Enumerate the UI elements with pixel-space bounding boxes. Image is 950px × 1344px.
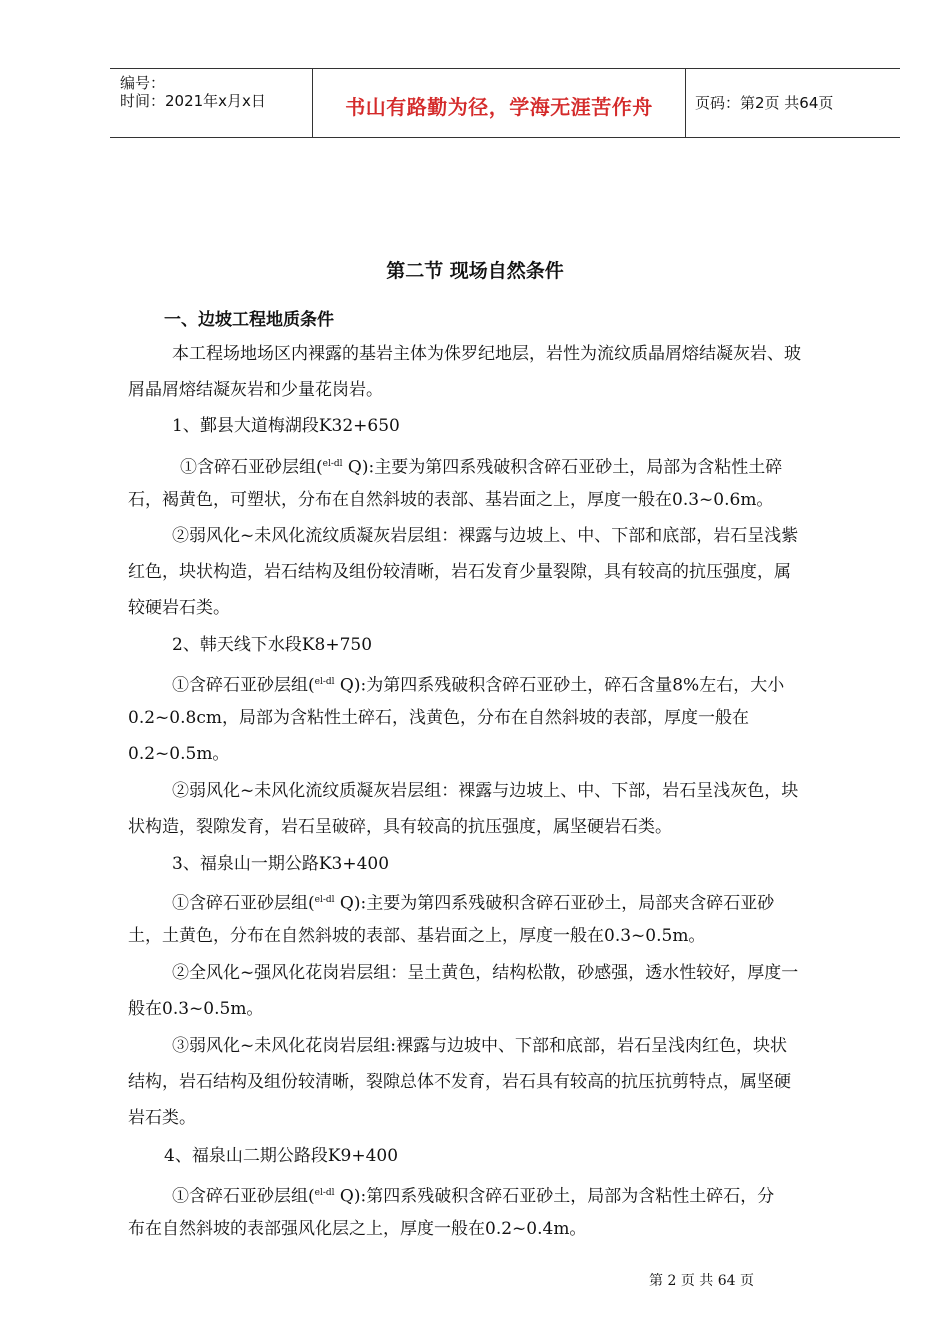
s1-title: 1、鄞县大道梅湖段K32+650 [172,416,400,436]
s3-b-line-1: ②全风化~强风化花岗岩层组：呈土黄色，结构松散，砂感强，透水性较好，厚度一 [172,963,799,983]
intro-line-1: 本工程场地场区内裸露的基岩主体为侏罗纪地层，岩性为流纹质晶屑熔结凝灰岩、玻 [172,344,801,364]
doc-time-label: 时间：2021年x月x日 [120,92,266,110]
s1-b-line-3: 较硬岩石类。 [128,598,230,618]
header-info-cell [110,69,312,137]
header-page-info: 页码：第2页 共64页 [695,94,834,112]
s2-b-line-1: ②弱风化~未风化流纹质凝灰岩层组：裸露与边坡上、中、下部，岩石呈浅灰色，块 [172,781,799,801]
section-title: 第二节 现场自然条件 [386,260,564,282]
s3-a-line-2: 土，土黄色，分布在自然斜坡的表部、基岩面之上，厚度一般在0.3~0.5m。 [128,926,706,946]
page-header [110,68,900,138]
s3-c-line-1: ③弱风化~未风化花岗岩层组:裸露与边坡中、下部和底部，岩石呈浅肉红色，块状 [172,1036,787,1056]
s2-title: 2、韩天线下水段K8+750 [172,635,373,655]
s3-c-line-2: 结构，岩石结构及组份较清晰，裂隙总体不发育，岩石具有较高的抗压抗剪特点，属坚硬 [128,1072,791,1092]
intro-line-2: 屑晶屑熔结凝灰岩和少量花岗岩。 [128,380,383,400]
s4-a-line-1: ①含碎石亚砂层组($^{el-dl}$ Q):第四系残破积含碎石亚砂土，局部为含粘性土碎石，分 [172,1186,775,1207]
s3-a-line-1: ①含碎石亚砂层组($^{el-dl}$ Q):主要为第四系残破积含碎石亚砂土，局部夹含碎石亚砂 [172,893,775,914]
header-motto: 书山有路勤为径，学海无涯苦作舟 [345,95,653,119]
s1-b-line-1: ②弱风化~未风化流纹质凝灰岩层组：裸露与边坡上、中、下部和底部，岩石呈浅紫 [172,526,799,546]
s2-b-line-2: 状构造，裂隙发育，岩石呈破碎，具有较高的抗压强度，属坚硬岩石类。 [128,817,672,837]
s3-title: 3、福泉山一期公路K3+400 [172,854,390,874]
s1-a-line-1: ①含碎石亚砂层组($^{el-dl}$ Q):主要为第四系残破积含碎石亚砂土，局部为含粘性土碎 [180,457,783,478]
s1-a-line-2: 石，褐黄色，可塑状，分布在自然斜坡的表部、基岩面之上，厚度一般在0.3~0.6m。 [128,490,774,510]
s1-b-line-2: 红色，块状构造，岩石结构及组份较清晰，岩石发育少量裂隙，具有较高的抗压强度，属 [128,562,791,582]
s3-c-line-3: 岩石类。 [128,1108,196,1128]
header-page-cell [685,69,900,137]
s4-a-line-2: 布在自然斜坡的表部强风化层之上，厚度一般在0.2~0.4m。 [128,1219,587,1239]
heading-slope-geology: 一、边坡工程地质条件 [164,310,334,330]
s2-a-line-2: 0.2~0.8cm，局部为含粘性土碎石，浅黄色，分布在自然斜坡的表部，厚度一般在 [128,708,749,728]
header-motto-cell [312,69,686,137]
s2-a-line-3: 0.2~0.5m。 [128,744,230,764]
doc-number-label: 编号： [120,74,166,92]
s3-b-line-2: 般在0.3~0.5m。 [128,999,264,1019]
s2-a-line-1: ①含碎石亚砂层组($^{el-dl}$ Q):为第四系残破积含碎石亚砂土，碎石含量8%左右，大小 [172,675,785,696]
s4-title: 4、福泉山二期公路段K9+400 [164,1146,399,1166]
page-footer: 第 2 页 共 64 页 [649,1273,754,1289]
